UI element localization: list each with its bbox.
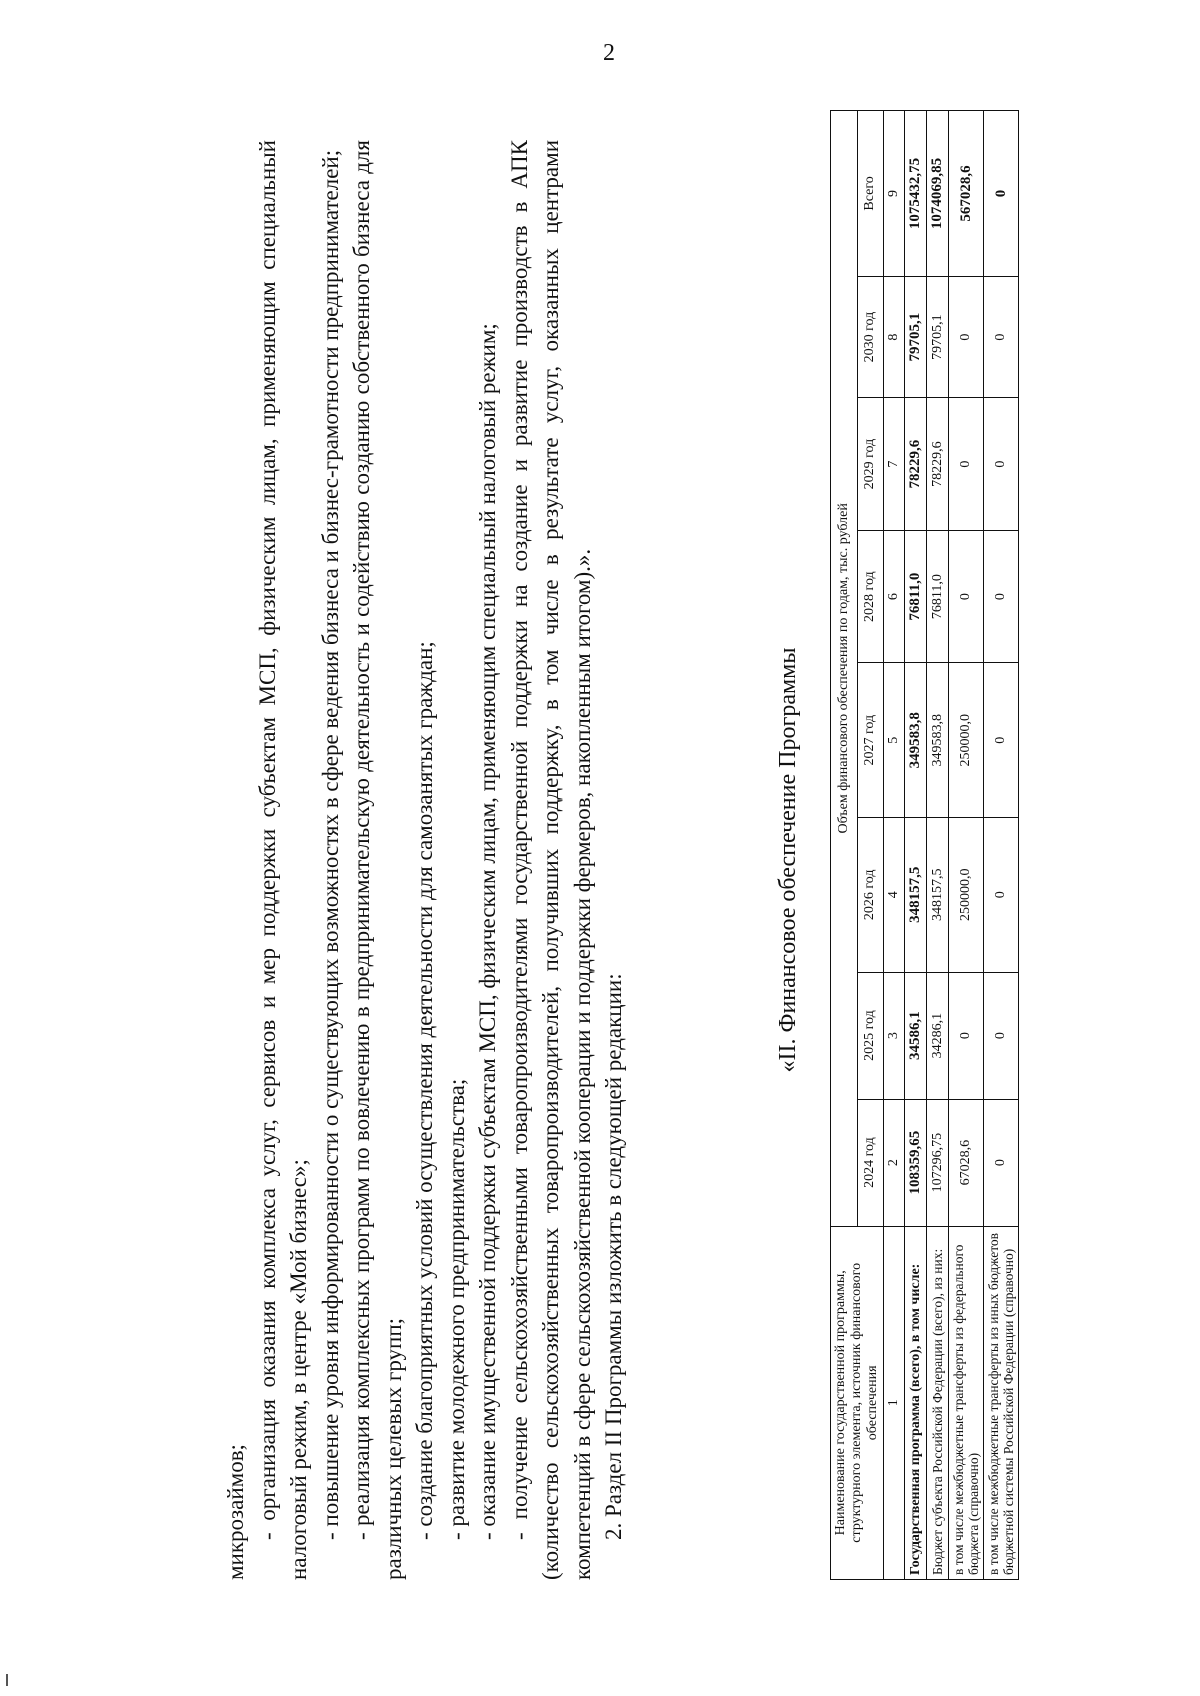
value-cell: 250000,0 xyxy=(949,817,984,972)
total-cell: 567028,6 xyxy=(949,111,984,277)
value-cell: 0 xyxy=(984,663,1019,818)
value-cell: 0 xyxy=(984,530,1019,663)
year-header: 2027 год xyxy=(857,663,884,818)
value-cell: 0 xyxy=(984,1099,1019,1226)
value-cell: 349583,8 xyxy=(905,663,927,818)
column-number: 3 xyxy=(884,972,905,1099)
total-cell: 0 xyxy=(984,111,1019,277)
total-header: Всего xyxy=(857,111,884,277)
financing-table xyxy=(830,110,1019,1580)
value-cell: 349583,8 xyxy=(927,663,949,818)
value-cell: 0 xyxy=(984,276,1019,397)
row-name: в том числе межбюджетные трансферты из федерального бюджета (справочно) xyxy=(949,1226,984,1579)
value-cell: 107296,75 xyxy=(927,1099,949,1226)
text-line: - получение сельскохозяйственными товаропроизводителями государственной поддержки на создание и развитие производств в АПК (количество сельскохозяйственных товаропроизводителей, получивших поддержку, в том числе в результате услуг, оказанных центрами компетенций в сфере сельскохозяйственной кооперации и поддержки фермеров, накопленным итогом).». xyxy=(506,140,595,1580)
value-cell: 0 xyxy=(949,276,984,397)
value-cell: 78229,6 xyxy=(927,398,949,531)
header-group-cell: Объем финансового обеспечения по годам, тыс. рублей xyxy=(831,111,858,1227)
financing-table-wrapper xyxy=(830,110,1019,1580)
row-name: Бюджет субъекта Российской Федерации (всего), из них: xyxy=(927,1226,949,1579)
table-row xyxy=(984,111,1019,1580)
value-cell: 34286,1 xyxy=(927,972,949,1099)
page-number: 2 xyxy=(603,40,615,66)
text-line: - повышение уровня информированности о существующих возможностях в сфере ведения бизнеса и бизнес-грамотности предпринимателей; xyxy=(317,149,343,1540)
total-cell: 1075432,75 xyxy=(905,111,927,277)
scan-edge-mark xyxy=(6,1674,8,1686)
table-row xyxy=(905,111,927,1580)
column-number: 5 xyxy=(884,663,905,818)
value-cell: 79705,1 xyxy=(927,276,949,397)
column-number: 9 xyxy=(884,111,905,277)
value-cell: 34586,1 xyxy=(905,972,927,1099)
column-number: 1 xyxy=(884,1226,905,1579)
table-header-row xyxy=(831,111,858,1580)
value-cell: 79705,1 xyxy=(905,276,927,397)
text-line: - создание благоприятных условий осуществления деятельности для самозанятых граждан; xyxy=(412,641,437,1540)
column-number: 8 xyxy=(884,276,905,397)
column-number: 2 xyxy=(884,1099,905,1226)
text-line: - организация оказания комплекса услуг, сервисов и мер поддержки субъектам МСП, физическим лицам, применяющим специальный налоговый режим, в центре «Мой бизнес»; xyxy=(254,140,311,1580)
body-text xyxy=(220,140,630,1580)
value-cell: 76811,0 xyxy=(927,530,949,663)
section-title: «II. Финансовое обеспечение Программы xyxy=(775,647,801,1073)
row-name: в том числе межбюджетные трансферты из иных бюджетов бюджетной системы Российской Федерации (справочно) xyxy=(984,1226,1019,1579)
row-name: Государственная программа (всего), в том числе: xyxy=(905,1226,927,1579)
year-header: 2026 год xyxy=(857,817,884,972)
text-line: 2. Раздел II Программы изложить в следующей редакции: xyxy=(601,973,626,1540)
year-header: 2025 год xyxy=(857,972,884,1099)
year-header: 2030 год xyxy=(857,276,884,397)
text-line: микрозаймов; xyxy=(223,1444,248,1580)
table-row xyxy=(949,111,984,1580)
value-cell: 0 xyxy=(984,398,1019,531)
year-header: 2024 год xyxy=(857,1099,884,1226)
rotated-page-content xyxy=(160,30,1200,1640)
column-number: 7 xyxy=(884,398,905,531)
text-line: - развитие молодежного предпринимательства; xyxy=(443,1078,469,1540)
table-numbering-row xyxy=(884,111,905,1580)
column-number: 6 xyxy=(884,530,905,663)
value-cell: 108359,65 xyxy=(905,1099,927,1226)
value-cell: 0 xyxy=(949,972,984,1099)
total-cell: 1074069,85 xyxy=(927,111,949,277)
value-cell: 0 xyxy=(949,398,984,531)
value-cell: 348157,5 xyxy=(905,817,927,972)
column-number: 4 xyxy=(884,817,905,972)
header-name-cell: Наименование государственной программы, структурного элемента, источник финансового обеспечения xyxy=(831,1226,884,1579)
year-header: 2029 год xyxy=(857,398,884,531)
value-cell: 348157,5 xyxy=(927,817,949,972)
value-cell: 0 xyxy=(984,972,1019,1099)
text-line: - оказание имущественной поддержки субъектам МСП, физическим лицам, применяющим специальный налоговый режим; xyxy=(475,323,500,1540)
table-row xyxy=(927,111,949,1580)
year-header: 2028 год xyxy=(857,530,884,663)
value-cell: 78229,6 xyxy=(905,398,927,531)
value-cell: 76811,0 xyxy=(905,530,927,663)
value-cell: 67028,6 xyxy=(949,1099,984,1226)
value-cell: 0 xyxy=(949,530,984,663)
value-cell: 0 xyxy=(984,817,1019,972)
text-line: - реализация комплексных программ по вовлечению в предпринимательскую деятельность и содействию созданию собственного бизнеса для различных целевых групп; xyxy=(349,140,406,1580)
value-cell: 250000,0 xyxy=(949,663,984,818)
